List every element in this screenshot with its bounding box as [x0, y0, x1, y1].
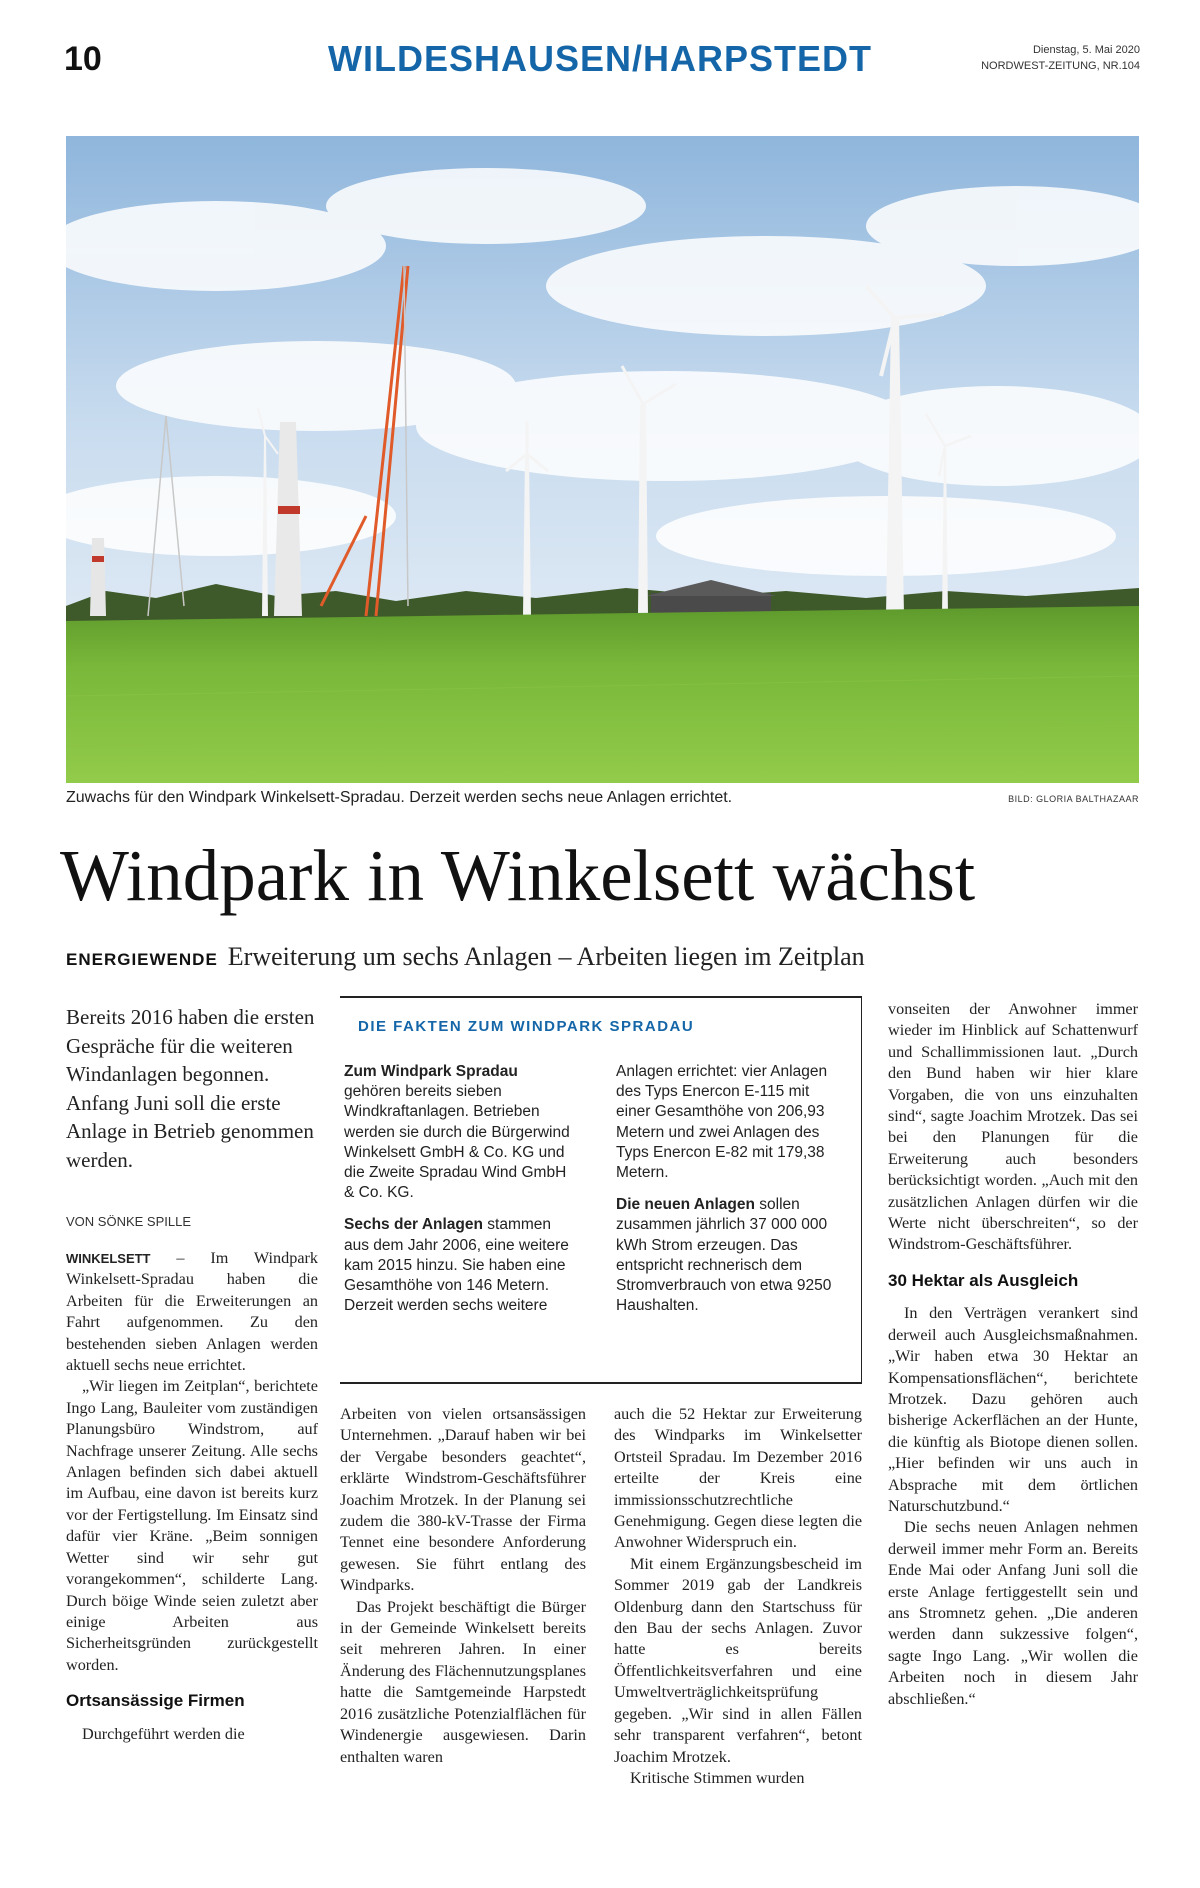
- facts-p1-bold: Zum Windpark Spradau: [344, 1063, 518, 1080]
- article-headline: Windpark in Winkelsett wächst: [60, 835, 976, 916]
- col1-subhead: Ortsansässige Firmen: [66, 1691, 245, 1711]
- column-2: [340, 1404, 586, 1768]
- col2-paragraph-2: Das Projekt beschäftigt die Bürger in der Gemeinde Winkelsett bereits seit mehreren Jahren. In einer Änderung des Flächennutzungsplanes hatte die Samtgemeinde Harpstedt 2016 zusätzliche Potenzialflächen für Windenergie ausgewiesen. Darin enthalten waren: [340, 1597, 586, 1766]
- article-photo: [66, 136, 1139, 783]
- photo-caption: Zuwachs für den Windpark Winkelsett-Spradau. Derzeit werden sechs neue Anlagen errichtet.: [66, 789, 733, 806]
- col4-subhead: 30 Hektar als Ausgleich: [888, 1270, 1079, 1290]
- column-3: [614, 1404, 862, 1789]
- facts-p2-bold: Sechs der Anlagen: [344, 1216, 483, 1234]
- section-title: WILDESHAUSEN/HARPSTEDT: [327, 38, 873, 79]
- col1-paragraph-3: Durchgeführt werden die: [82, 1724, 245, 1743]
- col4-paragraph-3: Die sechs neuen Anlagen nehmen derweil immer mehr Form an. Bereits Ende Mai oder Anfang Juni soll die erste Anlage fertiggestellt sein und ans Stromnetz gehen. „Die anderen werden dann sukzessive folgen“, sagte Ingo Lang. „Wir wollen die Arbeiten noch in diesem Jahr abschließen.“: [888, 1518, 1138, 1708]
- facts-paragraph-2: [344, 1215, 576, 1316]
- col2-paragraph-1: Arbeiten von vielen ortsansässigen Unternehmen. „Darauf haben wir bei der Vergabe besonders geachtet“, erklärte Windstrom-Geschäftsführer Joachim Mrotzek. In der Planung sei zudem die 380-kV-Trasse der Firma Tennet eine besondere Anforderung gewesen. Sie führt entlang des Windparks.: [340, 1405, 586, 1595]
- facts-paragraph-4: [616, 1195, 844, 1316]
- issue-number: NORDWEST-ZEITUNG, NR.104: [981, 60, 1140, 72]
- facts-paragraph-3: Anlagen errichtet: vier Anlagen des Typs Enercon E-115 mit einer Gesamthöhe von 206,93 Metern und zwei Anlagen des Typs Enercon E-82 mit 179,38 Metern.: [616, 1063, 828, 1182]
- facts-paragraph-1: [344, 1062, 576, 1203]
- issue-info: [981, 42, 1140, 74]
- col1-paragraph-2: „Wir liegen im Zeitplan“, berichtete Ingo Lang, Bauleiter vom zuständigen Planungsbüro Windstrom, auf Nachfrage unserer Zeitung. Alle sechs Anlagen befinden sich dabei aktuell im Aufbau, eine davon ist bereits kurz vor der Fertigstellung. Im Einsatz sind dafür vier Kräne. „Beim sonnigen Wetter sind wir sehr gut vorangekommen“, schilderte Lang. Durch böige Winde seien zuletzt aber einige Arbeiten aus Sicherheitsgründen zurückgestellt worden.: [66, 1377, 318, 1674]
- col4-paragraph-1: vonseiten der Anwohner immer wieder im Hinblick auf Schattenwurf und Schallimmissionen laut. „Durch den Bund haben wir hier klare Vorgaben, die von uns einzuhalten sind“, sagte Joachim Mrotzek. Das sei bei den Planungen für die Erweiterung auch besonders berücksichtigt worden. „Auch mit den zusätzlichen Anlagen dürfen wir die Werte nicht überschreiten“, so der Windstrom-Geschäftsführer.: [888, 1000, 1138, 1254]
- byline: VON SÖNKE SPILLE: [66, 1214, 191, 1229]
- facts-column-2: [616, 1062, 844, 1328]
- facts-p4-text: sollen zusammen jährlich 37 000 000 kWh Strom erzeugen. Das entspricht rechnerisch dem Stromverbrauch von etwa 9250 Haushalten.: [616, 1196, 832, 1315]
- col1-paragraph-1: [66, 1248, 318, 1376]
- page-number: 10: [64, 40, 102, 78]
- column-4: [888, 999, 1138, 1710]
- col3-paragraph-3: Kritische Stimmen wurden: [630, 1768, 805, 1787]
- article-lead: Bereits 2016 haben die ersten Gespräche für die weiteren Windanlagen begonnen. Anfang Juni soll die erste Anlage in Betrieb genommen werden.: [66, 1005, 315, 1172]
- facts-p2-text: stammen aus dem Jahr 2006, eine weitere kam 2015 hinzu. Sie haben eine Gesamthöhe von 146 Metern. Derzeit werden sechs weitere: [344, 1216, 569, 1315]
- col4-paragraph-2: In den Verträgen verankert sind derweil auch Ausgleichsmaßnahmen. „Wir haben etwa 30 Hektar an Kompensationsflächen“, berichtete Mrotzek. Dazu gehören auch bisherige Ackerflächen an der Hunte, die künftig als Biotope dienen sollen. „Hier befinden wir uns auch in Absprache mit dem örtlichen Naturschutzbund.“: [888, 1304, 1138, 1515]
- facts-p4-bold: Die neuen Anlagen: [616, 1196, 755, 1214]
- facts-column-1: [344, 1062, 576, 1328]
- kicker-row: [66, 942, 865, 972]
- facts-title: DIE FAKTEN ZUM WINDPARK SPRADAU: [358, 1018, 695, 1035]
- column-1: [66, 1248, 318, 1745]
- col3-paragraph-1: auch die 52 Hektar zur Erweiterung des Windparks im Winkelsetter Ortsteil Spradau. Im Dezember 2016 erteilte der Kreis eine immissionsschutzrechtliche Genehmigung. Gegen diese legten die Anwohner Widerspruch ein.: [614, 1405, 862, 1552]
- col3-paragraph-2: Mit einem Ergänzungsbescheid im Sommer 2019 gab der Landkreis Oldenburg dann den Startschuss für den Bau der sechs Anlagen. Zuvor hatte es bereits Öffentlichkeitsverfahren und eine Umweltverträglichkeitsprüfung gegeben. „Wir sind in allen Fällen sehr transparent verfahren“, betont Joachim Mrotzek.: [614, 1554, 862, 1766]
- col1-text-1: – Im Windpark Winkelsett-Spradau haben die Arbeiten für die Erweiterungen an Fahrt aufgenommen. Zu den bestehenden sieben Anlagen werden aktuell sechs neue errichtet.: [66, 1249, 318, 1375]
- facts-p1-text: gehören bereits sieben Windkraftanlagen. Betrieben werden sie durch die Bürgerwind Winkelsett GmbH & Co. KG und die Zweite Spradau Wind GmbH & Co. KG.: [344, 1083, 570, 1202]
- kicker: ENERGIEWENDE: [66, 950, 218, 969]
- facts-box: [340, 996, 862, 1384]
- issue-date: Dienstag, 5. Mai 2020: [1032, 44, 1140, 56]
- wind-park-photo: [66, 136, 1139, 783]
- subheadline: Erweiterung um sechs Anlagen – Arbeiten liegen im Zeitplan: [227, 942, 865, 971]
- photo-credit: BILD: GLORIA BALTHAZAAR: [1008, 794, 1139, 804]
- dateline: WINKELSETT: [66, 1251, 151, 1266]
